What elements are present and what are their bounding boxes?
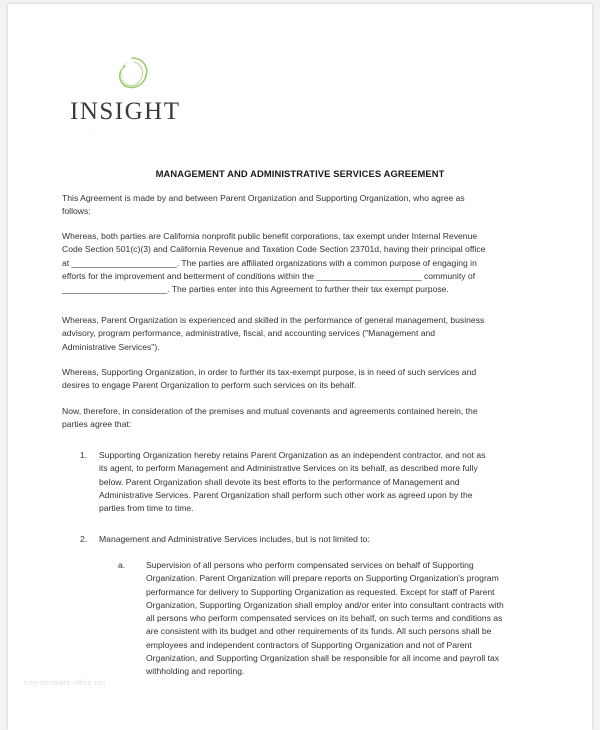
paragraph-line: at ______________________. The parties are affiliated organizations with a common purpose of engaging in [62, 257, 477, 268]
sub-item-line: employees and independent contractors of Supporting Organization and not of Parent [146, 639, 472, 650]
paragraph-line: efforts for the improvement and betterment of conditions within the ______________________ community of [62, 270, 476, 281]
sub-item-line: Supervision of all persons who perform compensated services on behalf of Supporting [146, 560, 474, 570]
paragraph-line: desires to engage Parent Organization to perform such services on its behalf. [62, 380, 357, 391]
watermark-text: free-template-office.net [24, 680, 106, 687]
now-therefore-paragraph [62, 405, 548, 432]
paragraph-line: follows: [62, 206, 91, 217]
sub-item-line: Organization. Parent Organization will prepare reports on Supporting Organization's program [146, 573, 499, 584]
sub-item-line: Organization, Supporting Organization shall employ and/or enter into consultant contracts with [146, 599, 504, 610]
paragraph-line: ______________________. The parties enter into this Agreement to further their tax exempt purpose. [62, 284, 449, 295]
item-line: Management and Administrative Services includes, but is not limited to: [99, 534, 370, 544]
whereas-paragraph-2 [62, 314, 548, 354]
whereas-paragraph-1 [62, 230, 548, 296]
paragraph-line: Now, therefore, in consideration of the premises and mutual covenants and agreements contained herein, the [62, 406, 478, 416]
paragraph-line: Whereas, Parent Organization is experienced and skilled in the performance of general management, business [62, 315, 485, 325]
paragraph-line: Whereas, both parties are California nonprofit public benefit corporations, tax exempt under Internal Revenue [62, 231, 478, 241]
paragraph-line: This Agreement is made by and between Parent Organization and Supporting Organization, who agree as [62, 193, 465, 203]
paragraph-line: Administrative Services"). [62, 341, 160, 352]
item-number: 1. [80, 450, 88, 460]
agreement-item-1 [99, 449, 539, 515]
paragraph-line: Code Section 501(c)(3) and California Revenue and Taxation Code Section 23701d, having their principal office [62, 244, 486, 255]
sub-item-line: all persons who perform compensated services on its behalf, on such terms and conditions as [146, 613, 503, 624]
logo-wordmark: INSIGHT [70, 98, 181, 125]
document-page [8, 4, 592, 730]
sub-item-line: performance for delivery to Supporting Organization as requested. Except for staff of Parent [146, 586, 495, 597]
item-line: below. Parent Organization shall devote its best efforts to the performance of Management and [99, 476, 460, 487]
sub-item-line: withholding and reporting. [146, 666, 245, 677]
item-number: 2. [80, 534, 88, 544]
paragraph-line: advisory, program performance, administrative, fiscal, and accounting services ("Management and [62, 328, 436, 339]
sub-item-line: Organization, and Supporting Organization shall be responsible for all income and payroll tax [146, 653, 500, 664]
item-line: Supporting Organization hereby retains Parent Organization as an independent contractor, and not as [99, 450, 486, 460]
sub-item-a [146, 559, 550, 679]
item-line: its agent, to perform Management and Administrative Services on its behalf, as described more fully [99, 463, 478, 474]
item-line: Administrative Services. Parent Organization shall perform such other work as agreed upon by the [99, 489, 473, 500]
insight-ring-icon [112, 54, 152, 96]
item-line: parties from time to time. [99, 503, 194, 514]
sub-item-letter: a. [118, 560, 126, 570]
paragraph-line: parties agree that: [62, 419, 132, 430]
agreement-item-2 [99, 533, 539, 546]
insight-logo [70, 54, 210, 146]
intro-paragraph [62, 192, 548, 219]
paragraph-line: Whereas, Supporting Organization, in order to further its tax-exempt purpose, is in need of such services and [62, 367, 477, 377]
logo-tagline: · · · · · · · [74, 133, 207, 138]
whereas-paragraph-3 [62, 366, 548, 393]
sub-item-line: are consistent with its budget and other requirements of its funds. All such persons shall be [146, 626, 492, 637]
document-title: MANAGEMENT AND ADMINISTRATIVE SERVICES AGREEMENT [155, 168, 445, 179]
